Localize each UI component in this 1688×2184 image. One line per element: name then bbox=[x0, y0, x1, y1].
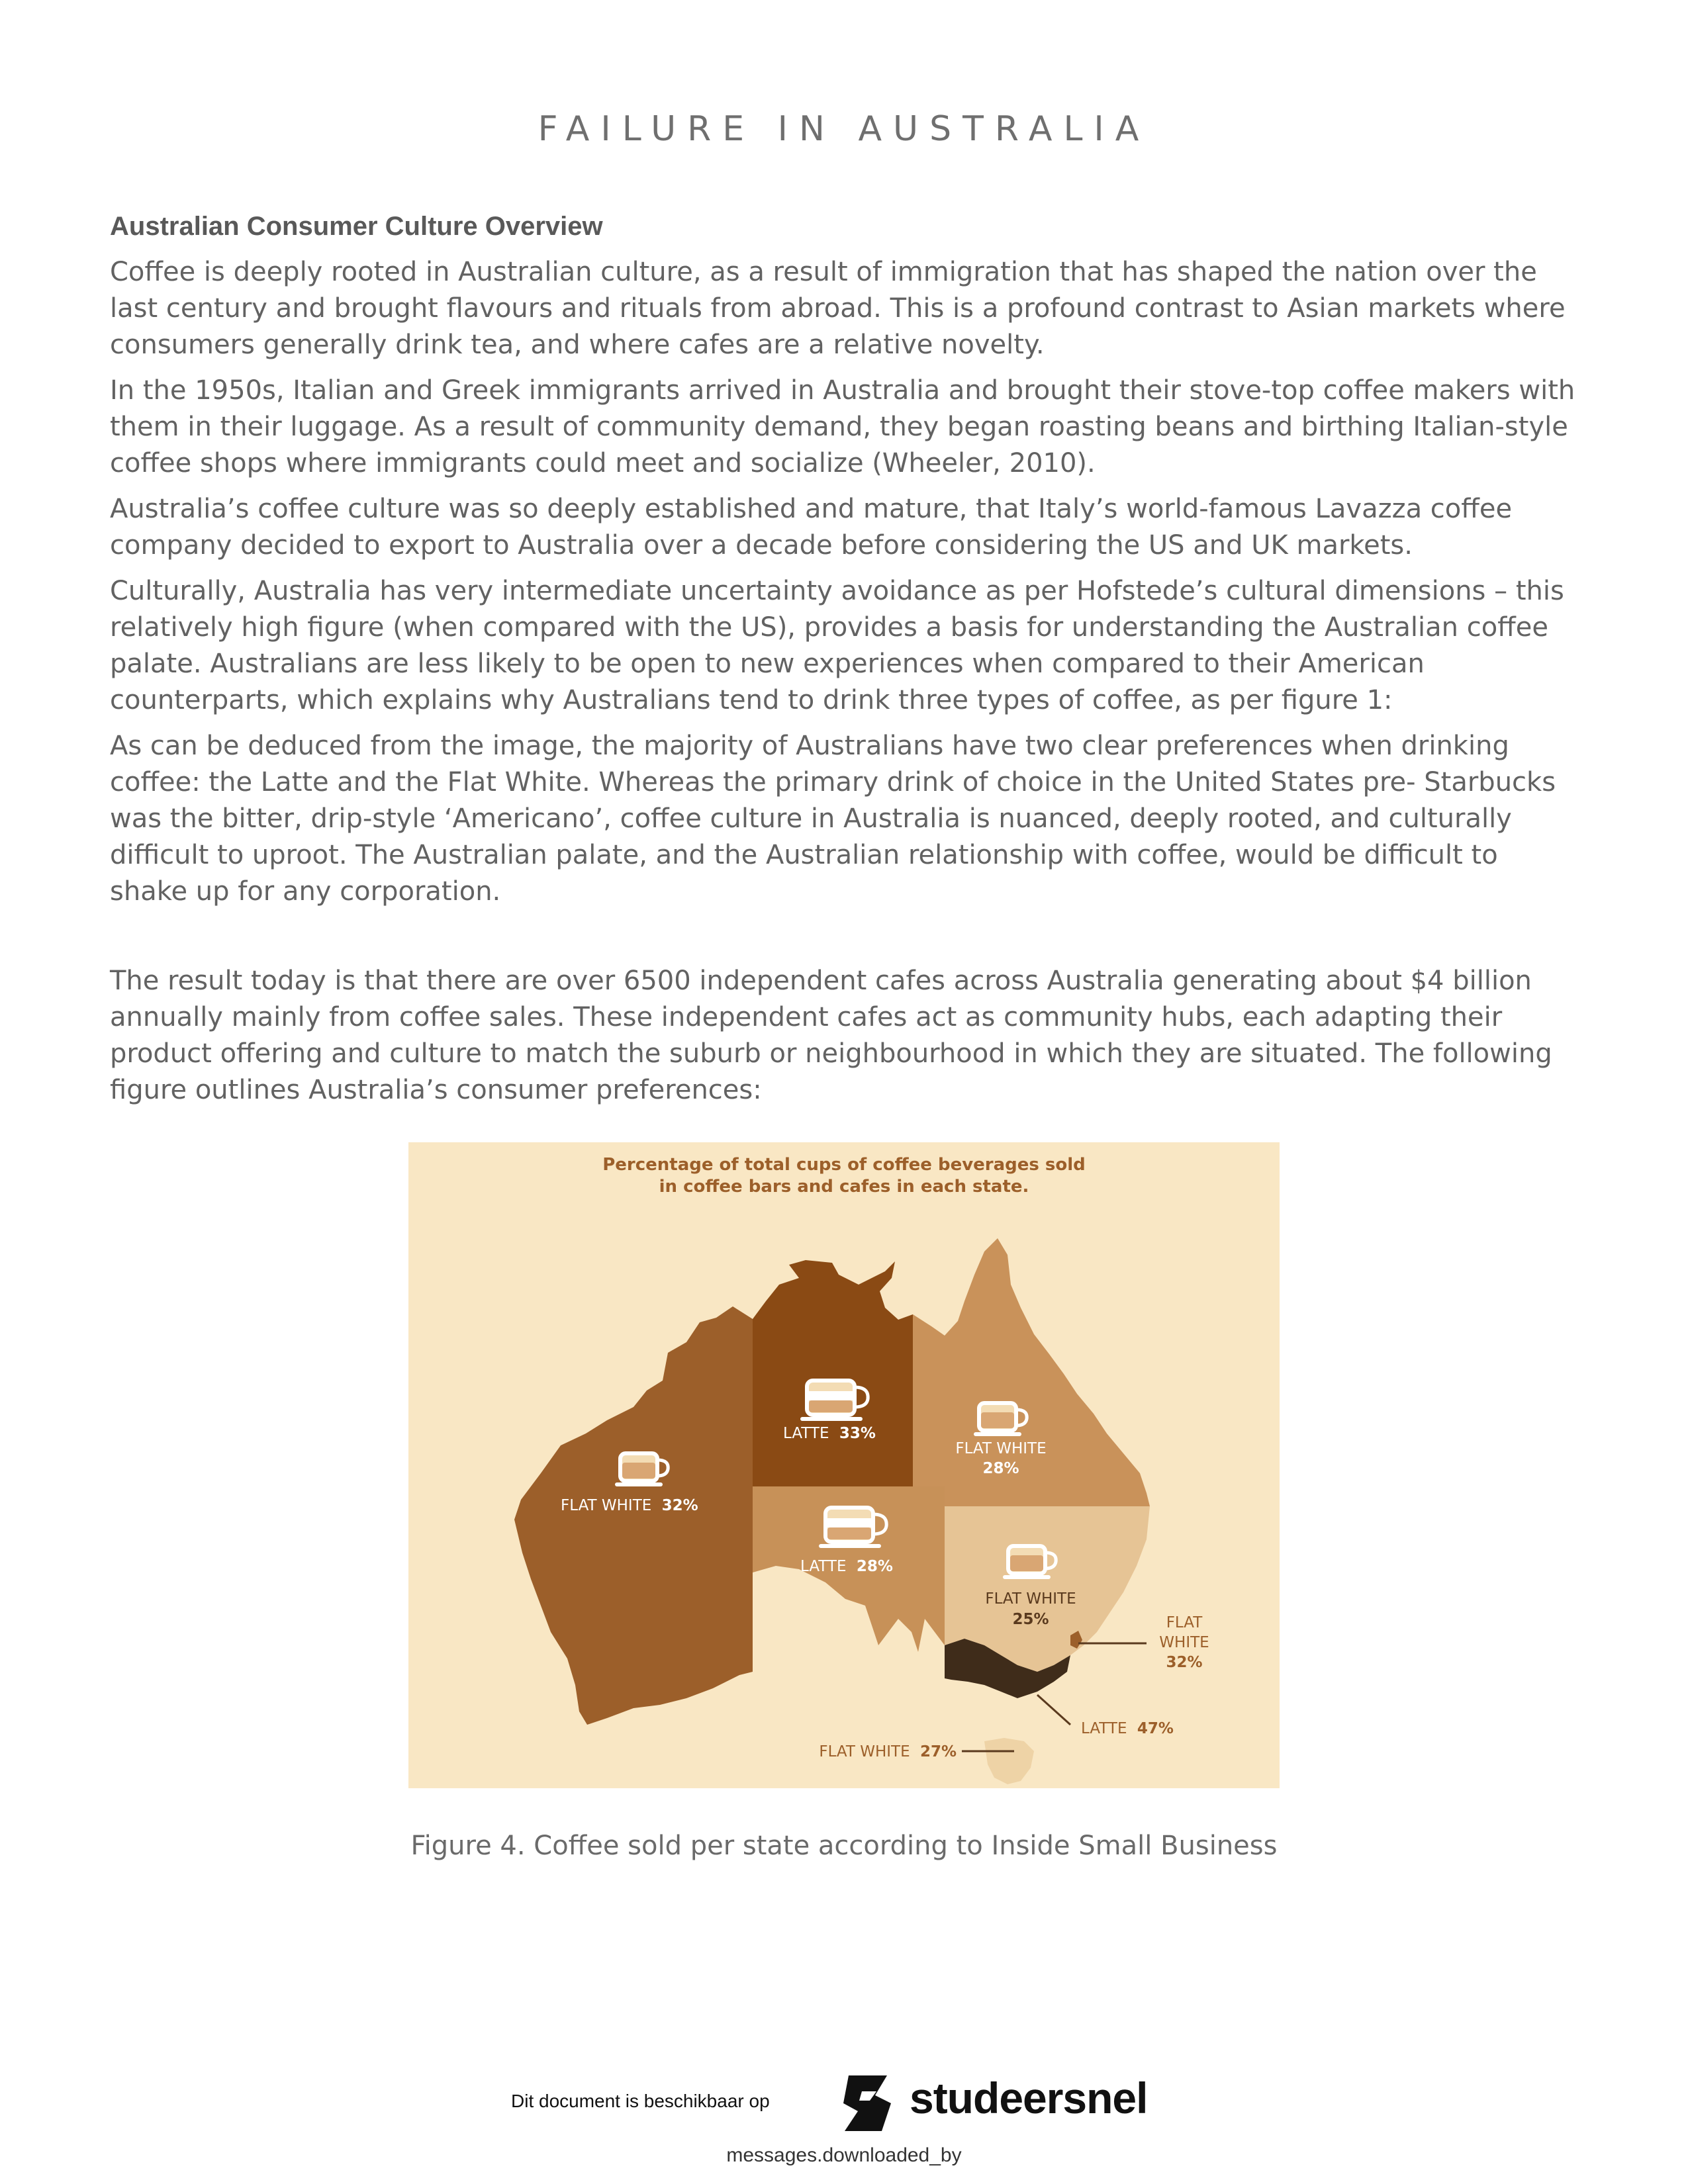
label-tas-pct: 27% bbox=[919, 1743, 957, 1760]
studeersnel-logo[interactable] bbox=[835, 2070, 1186, 2136]
label-tas bbox=[819, 1743, 957, 1760]
vic-leader-line bbox=[1037, 1695, 1070, 1725]
paragraph-3: Australia’s coffee culture was so deeply established and mature, that Italy’s world-famous Lavazza coffee company decided to export to Australia over a decade before considering the US and UK markets. bbox=[110, 494, 1513, 561]
label-nsw-drink: FLAT WHITE bbox=[985, 1590, 1076, 1608]
australia-map bbox=[408, 1142, 1280, 1788]
paragraph-2: In the 1950s, Italian and Greek immigrants arrived in Australia and brought their stove-top coffee makers with them in their luggage. As a result of community demand, they began roasting beans and birthing Italian-style coffee shops where immigrants could meet and socialize (Wheeler, 2010). bbox=[110, 375, 1575, 478]
label-wa-drink: FLAT WHITE bbox=[561, 1497, 652, 1514]
label-act-pct: 32% bbox=[1166, 1654, 1203, 1671]
australia-coffee-map-figure bbox=[408, 1142, 1280, 1788]
label-act-drink-2: WHITE bbox=[1159, 1634, 1209, 1651]
paragraph-5: As can be deduced from the image, the majority of Australians have two clear preferences when drinking coffee: the Latte and the Flat White. Whereas the primary drink of choice in the United States pre- Starbucks was the bitter, drip-style ‘Americano’, coffee culture in Australia is nuanced, deeply rooted, and culturally difficult to uproot. The Australian palate, and the Australian relationship with coffee, would be difficult to shake up for any corporation. bbox=[110, 731, 1556, 907]
label-nt bbox=[783, 1425, 876, 1442]
label-vic-pct: 47% bbox=[1137, 1720, 1174, 1737]
studeersnel-logo-icon bbox=[835, 2070, 902, 2136]
label-nt-pct: 33% bbox=[839, 1425, 876, 1442]
figure-caption: Figure 4. Coffee sold per state according to Inside Small Business bbox=[410, 1831, 1278, 1861]
figure-title-line-1: Percentage of total cups of coffee beverages sold bbox=[602, 1155, 1086, 1175]
state-wa bbox=[514, 1306, 753, 1725]
label-wa bbox=[561, 1497, 698, 1514]
body-content bbox=[110, 210, 1579, 1118]
paragraph-4: Culturally, Australia has very intermediate uncertainty avoidance as per Hofstede’s cultural dimensions – this relatively high figure (when compared with the US), provides a basis for understanding the Australian coffee palate. Australians are less likely to be open to new experiences when compared to their American counterparts, which explains why Australians tend to drink three types of coffee, as per figure 1: bbox=[110, 576, 1564, 715]
paragraph-1: Coffee is deeply rooted in Australian culture, as a result of immigration that has shaped the nation over the last century and brought flavours and rituals from abroad. This is a profound contrast to Asian markets where consumers generally drink tea, and where cafes are a relative novelty. bbox=[110, 257, 1566, 360]
label-sa bbox=[800, 1558, 893, 1575]
label-tas-drink: FLAT WHITE bbox=[819, 1743, 910, 1760]
studeersnel-wordmark: studeersnel bbox=[910, 2073, 1148, 2122]
label-sa-drink: LATTE bbox=[800, 1558, 847, 1575]
label-qld-pct: 28% bbox=[982, 1460, 1019, 1477]
label-wa-pct: 32% bbox=[661, 1497, 698, 1514]
label-sa-pct: 28% bbox=[856, 1558, 893, 1575]
label-nt-drink: LATTE bbox=[783, 1425, 829, 1442]
section-heading: Australian Consumer Culture Overview bbox=[110, 212, 603, 241]
label-nsw-pct: 25% bbox=[1012, 1611, 1049, 1628]
page-title: FAILURE IN AUSTRALIA bbox=[538, 109, 1150, 149]
figure-title-line-2: in coffee bars and cafes in each state. bbox=[659, 1177, 1029, 1197]
state-qld bbox=[913, 1238, 1150, 1506]
state-nt bbox=[753, 1260, 913, 1486]
downloaded-by-text: messages.downloaded_by bbox=[726, 2144, 962, 2166]
label-qld-drink: FLAT WHITE bbox=[955, 1440, 1047, 1457]
label-act-drink-1: FLAT bbox=[1166, 1614, 1203, 1631]
state-tas bbox=[984, 1738, 1034, 1784]
paragraph-6: The result today is that there are over 6500 independent cafes across Australia generating about $4 billion annually mainly from coffee sales. These independent cafes act as community hubs, each adapting their product offering and culture to match the suburb or neighbourhood in which they are situated. The following figure outlines Australia’s consumer preferences: bbox=[110, 966, 1552, 1105]
label-vic-drink: LATTE bbox=[1081, 1720, 1127, 1737]
footer-available-text: Dit document is beschikbaar op bbox=[511, 2091, 770, 2111]
label-vic bbox=[1081, 1720, 1174, 1737]
